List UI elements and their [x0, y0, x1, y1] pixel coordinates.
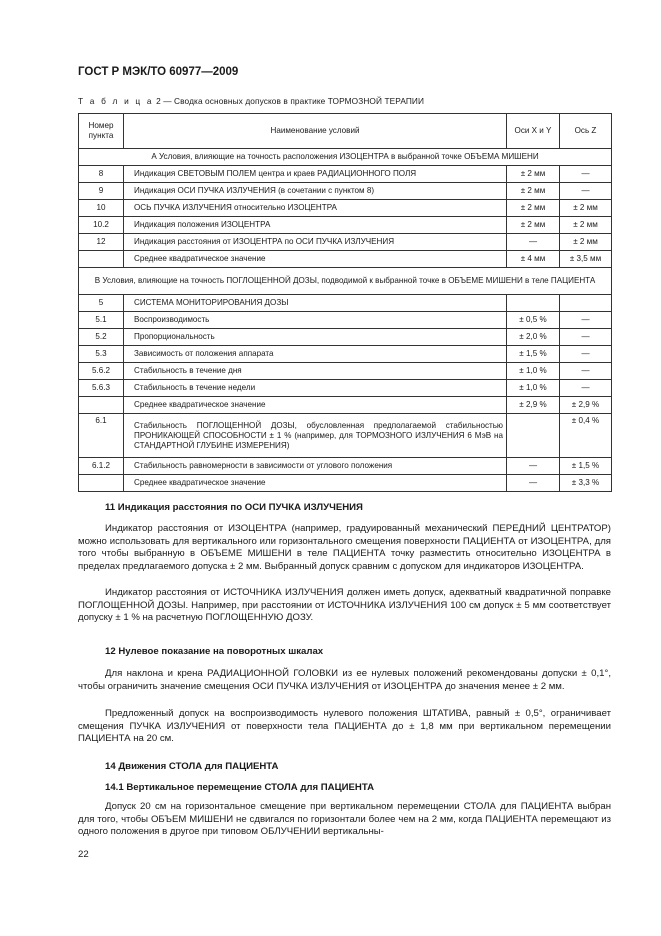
- row-condition: Индикация СВЕТОВЫМ ПОЛЕМ центра и краев РАДИАЦИОННОГО ПОЛЯ: [124, 166, 507, 183]
- row-num: 5.6.3: [79, 380, 124, 397]
- row-axes-xy: ± 2 мм: [507, 200, 560, 217]
- row-axes-xy: ± 2,9 %: [507, 397, 560, 414]
- section-b-row: [79, 268, 612, 295]
- section-11-paragraph-2: Индикатор расстояния от ИСТОЧНИКА ИЗЛУЧЕНИЯ должен иметь допуск, адекватный квадратичной поправке ПОГЛОЩЕННОЙ ДОЗЫ. Например, при расстоянии от ИСТОЧНИКА ИЗЛУЧЕНИЯ 100 см допуск ± 5 мм соответствует допуску ± 1 % на расчетную ПОГЛОЩЕННУЮ ДОЗУ.: [78, 587, 611, 624]
- row-axis-z: ± 2 мм: [560, 234, 612, 251]
- row-condition: Среднее квадратическое значение: [124, 475, 507, 492]
- table-row: [79, 217, 612, 234]
- row-axis-z: —: [560, 346, 612, 363]
- section-14-title: 14 Движения СТОЛА для ПАЦИЕНТА: [105, 761, 279, 772]
- row-axis-z: —: [560, 380, 612, 397]
- row-axis-z: ± 3,3 %: [560, 475, 612, 492]
- table-row: [79, 312, 612, 329]
- table-row: [79, 475, 612, 492]
- row-num: 10: [79, 200, 124, 217]
- row-num: 5.2: [79, 329, 124, 346]
- row-condition: Индикация ОСИ ПУЧКА ИЗЛУЧЕНИЯ (в сочетании с пунктом 8): [124, 183, 507, 200]
- document-header: ГОСТ Р МЭК/ТО 60977—2009: [78, 66, 239, 78]
- header-condition: Наименование условий: [124, 114, 507, 149]
- row-num: 10.2: [79, 217, 124, 234]
- table-section-b: [79, 268, 612, 414]
- row-axes-xy: ± 1,5 %: [507, 346, 560, 363]
- table-row: [79, 295, 612, 312]
- row-num: 5: [79, 295, 124, 312]
- table-caption-label: Т а б л и ц а: [78, 96, 154, 106]
- row-axis-z: ± 2 мм: [560, 217, 612, 234]
- tolerance-table: [78, 113, 612, 492]
- row-num: 5.3: [79, 346, 124, 363]
- row-axes-xy: ± 2 мм: [507, 217, 560, 234]
- header-axes-xy: Оси X и Y: [507, 114, 560, 149]
- page-number: 22: [78, 849, 89, 860]
- row-axes-xy: ± 1,0 %: [507, 380, 560, 397]
- row-num: 6.1: [79, 414, 124, 458]
- section-b-title: В Условия, влияющие на точность ПОГЛОЩЕННОЙ ДОЗЫ, подводимой к выбранной точке в ОБЪЕМЕ МИШЕНИ в теле ПАЦИЕНТА: [79, 268, 612, 295]
- row-condition: Стабильность ПОГЛОЩЕННОЙ ДОЗЫ, обусловленная предполагаемой стабильностью ПРОНИКАЮЩЕЙ СПОСОБНОСТИ ± 1 % (например, для ТОРМОЗНОГО ИЗЛУЧЕНИЯ 6 МэВ на СТАНДАРТНОЙ ГЛУБИНЕ ИЗМЕРЕНИЯ): [124, 414, 507, 458]
- row-axis-z: ± 1,5 %: [560, 458, 612, 475]
- row-condition: СИСТЕМА МОНИТОРИРОВАНИЯ ДОЗЫ: [124, 295, 507, 312]
- row-condition: Зависимость от положения аппарата: [124, 346, 507, 363]
- section-14-1-title: 14.1 Вертикальное перемещение СТОЛА для ПАЦИЕНТА: [105, 782, 375, 793]
- table-row: [79, 166, 612, 183]
- table-row: [79, 458, 612, 475]
- row-num: 9: [79, 183, 124, 200]
- table-header-row: [79, 114, 612, 149]
- section-14-1-paragraph-1: Допуск 20 см на горизонтальное смещение при вертикальном перемещении СТОЛА для ПАЦИЕНТА выбран для того, чтобы ОБЪЕМ МИШЕНИ не сдвигался по горизонтали более чем на 2 мм, когда ПАЦИЕНТА перемещают из одного положения в другое при типовом ОБЛУЧЕНИИ вертикальны-: [78, 801, 611, 838]
- table-row: [79, 329, 612, 346]
- row-axes-xy: —: [507, 458, 560, 475]
- row-axes-xy: ± 0,5 %: [507, 312, 560, 329]
- row-condition: Воспроизводимость: [124, 312, 507, 329]
- row-condition: Стабильность в течение дня: [124, 363, 507, 380]
- row-condition: Стабильность в течение недели: [124, 380, 507, 397]
- table-section-a: [79, 149, 612, 268]
- section-11-paragraph-1: Индикатор расстояния от ИЗОЦЕНТРА (например, градуированный механический ПЕРЕДНИЙ ЦЕНТРАТОР) можно использовать для вертикального или горизонтального смещения поверхности ПАЦИЕНТА от ИЗОЦЕНТРА, для того чтобы выбранную в ОБЪЕМЕ МИШЕНИ в теле ПАЦИЕНТА точку разместить относительно ИЗОЦЕНТРА в пределах предлагаемого допуска ± 2 мм. Выбранный допуск сравним с допуском для индикаторов ИЗОЦЕНТРА.: [78, 523, 611, 572]
- row-axes-xy: ± 2,0 %: [507, 329, 560, 346]
- row-condition: Стабильность равномерности в зависимости от углового положения: [124, 458, 507, 475]
- section-11-title: 11 Индикация расстояния по ОСИ ПУЧКА ИЗЛУЧЕНИЯ: [105, 502, 363, 513]
- section-12-paragraph-1: Для наклона и крена РАДИАЦИОННОЙ ГОЛОВКИ из ее нулевых положений рекомендованы допуски ± 0,1°, чтобы ограничить значение смещения ОСИ ПУЧКА ИЗЛУЧЕНИЯ от ИЗОЦЕНТРА до значения менее ± 2 мм.: [78, 668, 611, 692]
- row-num: 12: [79, 234, 124, 251]
- row-condition: Индикация положения ИЗОЦЕНТРА: [124, 217, 507, 234]
- table-row: [79, 346, 612, 363]
- row-condition: Среднее квадратическое значение: [124, 251, 507, 268]
- table-caption: [78, 96, 424, 106]
- row-num: 8: [79, 166, 124, 183]
- row-num: [79, 397, 124, 414]
- table-row: [79, 234, 612, 251]
- row-axis-z: ± 3,5 мм: [560, 251, 612, 268]
- section-a-row: [79, 149, 612, 166]
- row-axes-xy: [507, 295, 560, 312]
- row-condition: Среднее квадратическое значение: [124, 397, 507, 414]
- row-axis-z: —: [560, 312, 612, 329]
- row-num: [79, 475, 124, 492]
- table-section-b-tail: [79, 458, 612, 492]
- row-axis-z: —: [560, 329, 612, 346]
- row-condition: Индикация расстояния от ИЗОЦЕНТРА по ОСИ ПУЧКА ИЗЛУЧЕНИЯ: [124, 234, 507, 251]
- table-row-6-1: [79, 414, 612, 458]
- table-row: [79, 380, 612, 397]
- table-row: [79, 183, 612, 200]
- row-num: 5.6.2: [79, 363, 124, 380]
- header-num: Номер пункта: [79, 114, 124, 149]
- section-12-paragraph-2: Предложенный допуск на воспроизводимость нулевого положения ШТАТИВА, равный ± 0,5°, ограничивает смещения ПУЧКА ИЗЛУЧЕНИЯ от поверхности тела ПАЦИЕНТА до ± 1,8 мм при вертикальном перемещении ПАЦИЕНТА на 20 см.: [78, 708, 611, 745]
- row-condition: ОСЬ ПУЧКА ИЗЛУЧЕНИЯ относительно ИЗОЦЕНТРА: [124, 200, 507, 217]
- row-num: [79, 251, 124, 268]
- row-axis-z: —: [560, 363, 612, 380]
- row-axis-z: [560, 295, 612, 312]
- table-caption-text: 2 — Сводка основных допусков в практике ТОРМОЗНОЙ ТЕРАПИИ: [156, 96, 425, 106]
- row-axes-xy: —: [507, 475, 560, 492]
- row-axis-z: ± 2 мм: [560, 200, 612, 217]
- row-axis-z: —: [560, 183, 612, 200]
- row-num: 6.1.2: [79, 458, 124, 475]
- header-axis-z: Ось Z: [560, 114, 612, 149]
- row-axis-z: —: [560, 166, 612, 183]
- section-a-title: А Условия, влияющие на точность расположения ИЗОЦЕНТРА в выбранной точке ОБЪЕМА МИШЕНИ: [79, 149, 612, 166]
- row-axes-xy: ± 4 мм: [507, 251, 560, 268]
- row-num: 5.1: [79, 312, 124, 329]
- row-condition: Пропорциональность: [124, 329, 507, 346]
- section-12-title: 12 Нулевое показание на поворотных шкалах: [105, 646, 324, 657]
- table-row: [79, 363, 612, 380]
- table-row: [79, 200, 612, 217]
- table-row: [79, 251, 612, 268]
- row-axes-xy: ± 2 мм: [507, 166, 560, 183]
- row-axis-z: ± 2,9 %: [560, 397, 612, 414]
- table-row: [79, 414, 612, 458]
- row-axes-xy: —: [507, 234, 560, 251]
- row-axes-xy: ± 2 мм: [507, 183, 560, 200]
- row-axes-xy: ± 1,0 %: [507, 363, 560, 380]
- row-axis-z: ± 0,4 %: [560, 414, 612, 458]
- table-row: [79, 397, 612, 414]
- row-axes-xy: [507, 414, 560, 458]
